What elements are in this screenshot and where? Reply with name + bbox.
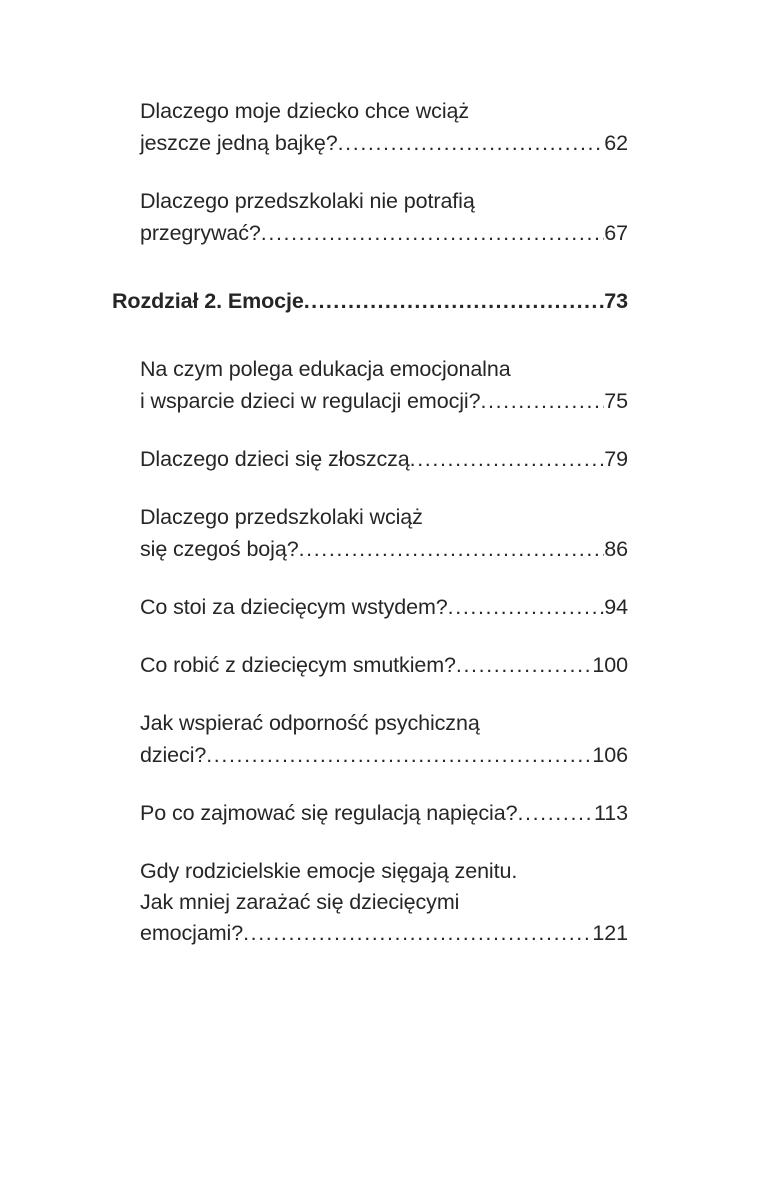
toc-entry[interactable] xyxy=(112,501,628,565)
toc-entry[interactable] xyxy=(112,353,628,417)
toc-entry[interactable] xyxy=(112,443,628,475)
toc-page-number[interactable]: 73 xyxy=(604,289,628,313)
toc-entry-title: się czegoś boją? xyxy=(140,537,299,561)
toc-entry[interactable] xyxy=(112,649,628,681)
toc-entry-last-line xyxy=(140,649,628,681)
toc-entry-last-line xyxy=(140,443,628,475)
dot-leader xyxy=(304,291,605,313)
toc-entry-title: Co stoi za dziecięcym wstydem? xyxy=(140,595,448,619)
dot-leader xyxy=(299,539,605,561)
toc-entry[interactable] xyxy=(112,95,628,159)
toc-entry[interactable] xyxy=(112,707,628,771)
toc-entry-last-line xyxy=(140,533,628,565)
dot-leader xyxy=(456,655,593,677)
toc-entry-line xyxy=(140,886,628,918)
toc-entry-title: Co robić z dziecięcym smutkiem? xyxy=(140,653,456,677)
toc-entry-title: Dlaczego dzieci się złoszczą xyxy=(140,447,410,471)
toc-entry-title: Dlaczego przedszkolaki nie potrafią xyxy=(140,189,475,213)
table-of-contents-list xyxy=(112,95,628,949)
dot-leader xyxy=(338,133,605,155)
toc-entry-line xyxy=(140,855,628,887)
toc-entry-title: emocjami? xyxy=(140,921,244,945)
toc-section-entry[interactable] xyxy=(112,285,628,317)
toc-entry-title: Gdy rodzicielskie emocje sięgają zenitu. xyxy=(140,859,518,883)
toc-entry-title: i wsparcie dzieci w regulacji emocji? xyxy=(140,389,481,413)
dot-leader xyxy=(261,223,604,245)
dot-leader xyxy=(206,745,592,767)
dot-leader xyxy=(410,449,605,471)
toc-entry-title: Po co zajmować się regulacją napięcia? xyxy=(140,801,518,825)
dot-leader xyxy=(480,391,604,413)
toc-entry-title: Dlaczego przedszkolaki wciąż xyxy=(140,505,423,529)
toc-entry-last-line xyxy=(112,285,628,317)
toc-entry-last-line xyxy=(140,385,628,417)
toc-entry-title: Jak wspierać odporność psychiczną xyxy=(140,711,480,735)
toc-page-number[interactable]: 67 xyxy=(604,221,628,245)
toc-page-number[interactable]: 113 xyxy=(594,801,628,825)
toc-entry-line xyxy=(140,501,628,533)
toc-entry-title: Na czym polega edukacja emocjonalna xyxy=(140,357,511,381)
toc-entry-title: Rozdział 2. Emocje xyxy=(112,289,304,313)
toc-page-number[interactable]: 106 xyxy=(592,743,628,767)
toc-entry-last-line xyxy=(140,739,628,771)
toc-entry-title: Dlaczego moje dziecko chce wciąż xyxy=(140,99,470,123)
toc-entry-last-line xyxy=(140,917,628,949)
toc-entry-last-line xyxy=(140,127,628,159)
toc-page-number[interactable]: 79 xyxy=(604,447,628,471)
toc-page-number[interactable]: 121 xyxy=(592,921,628,945)
toc-entry[interactable] xyxy=(112,855,628,949)
toc-entry-last-line xyxy=(140,591,628,623)
toc-entry-line xyxy=(140,707,628,739)
toc-entry-title: jeszcze jedną bajkę? xyxy=(140,131,338,155)
toc-entry[interactable] xyxy=(112,797,628,829)
toc-page-number[interactable]: 100 xyxy=(592,653,628,677)
toc-entry-title: przegrywać? xyxy=(140,221,261,245)
toc-page-number[interactable]: 62 xyxy=(604,131,628,155)
dot-leader xyxy=(448,597,605,619)
toc-page-number[interactable]: 75 xyxy=(604,389,628,413)
toc-page-number[interactable]: 86 xyxy=(604,537,628,561)
toc-entry-line xyxy=(140,95,628,127)
toc-entry-line xyxy=(140,353,628,385)
toc-entry[interactable] xyxy=(112,591,628,623)
dot-leader xyxy=(517,803,594,825)
toc-entry-line xyxy=(140,185,628,217)
toc-entry-last-line xyxy=(140,217,628,249)
toc-entry-last-line xyxy=(140,797,628,829)
toc-entry[interactable] xyxy=(112,185,628,249)
toc-entry-title: Jak mniej zarażać się dziecięcymi xyxy=(140,890,460,914)
toc-page-number[interactable]: 94 xyxy=(604,595,628,619)
toc-entry-title: dzieci? xyxy=(140,743,207,767)
dot-leader xyxy=(243,923,592,945)
